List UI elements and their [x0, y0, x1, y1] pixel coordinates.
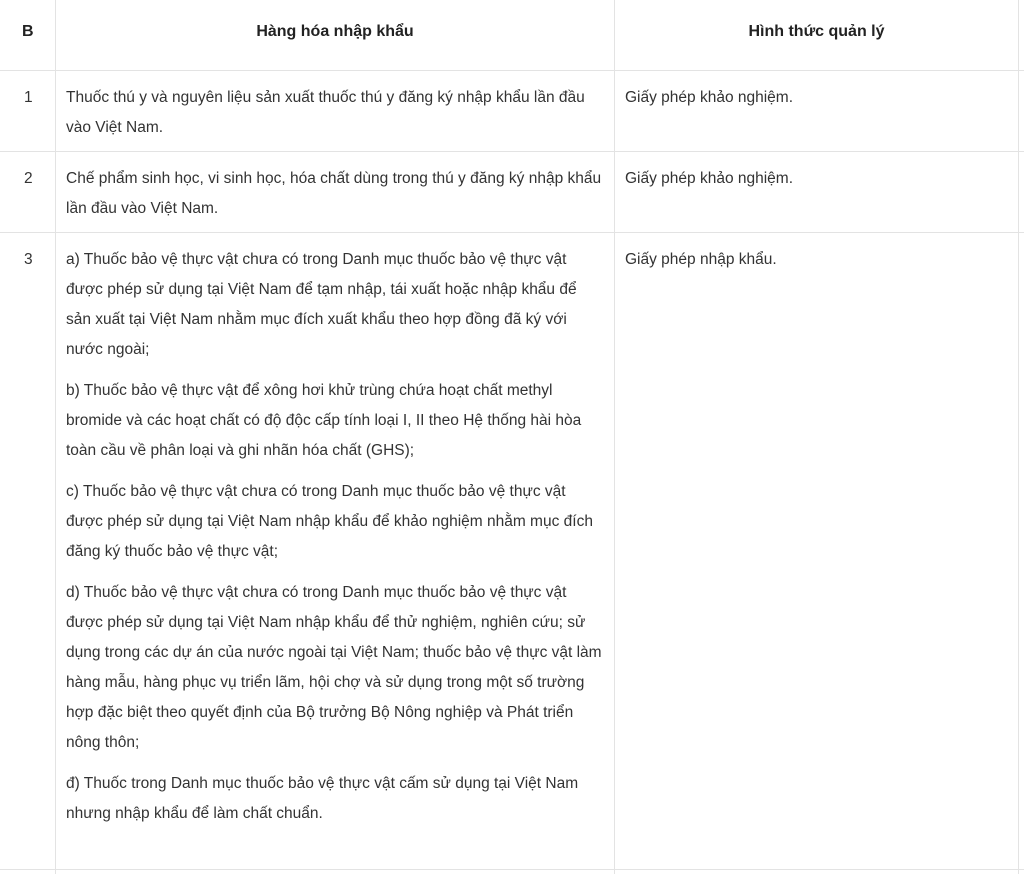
header-col-goods: Hàng hóa nhập khẩu: [256, 23, 414, 40]
management-cell: Giấy phép khảo nghiệm.: [625, 89, 794, 106]
header-col-no: B: [22, 23, 34, 40]
row-number: 1: [24, 89, 33, 106]
column-divider: [1018, 0, 1019, 874]
goods-paragraph: b) Thuốc bảo vệ thực vật để xông hơi khử trùng chứa hoạt chất methyl bromide và các hoạt chất có độ độc cấp tính loại I, II theo Hệ thống hài hòa toàn cầu về phân loại và ghi nhãn hóa chất (GHS);: [66, 382, 582, 459]
row-divider: [0, 151, 1024, 152]
row-number: 2: [24, 170, 33, 187]
management-cell: Giấy phép khảo nghiệm.: [625, 170, 794, 187]
goods-paragraph: c) Thuốc bảo vệ thực vật chưa có trong Danh mục thuốc bảo vệ thực vật được phép sử dụng tại Việt Nam nhập khẩu để khảo nghiệm nhằm mục đích đăng ký thuốc bảo vệ thực vật;: [66, 483, 593, 560]
row-divider: [0, 232, 1024, 233]
goods-cell: [66, 245, 604, 829]
goods-paragraph: d) Thuốc bảo vệ thực vật chưa có trong Danh mục thuốc bảo vệ thực vật được phép sử dụng tại Việt Nam nhập khẩu để thử nghiệm, nghiên cứu; sử dụng trong các dự án của nước ngoài tại Việt Nam; thuốc bảo vệ thực vật làm hàng mẫu, hàng phục vụ triển lãm, hội chợ và sử dụng trong một số trường hợp đặc biệt theo quyết định của Bộ trưởng Bộ Nông nghiệp và Phát triển nông thôn;: [66, 584, 602, 751]
goods-cell: [66, 164, 604, 224]
management-cell: Giấy phép nhập khẩu.: [625, 251, 777, 268]
row-number: 3: [24, 251, 33, 268]
row-divider: [0, 869, 1024, 870]
goods-paragraph: Chế phẩm sinh học, vi sinh học, hóa chất dùng trong thú y đăng ký nhập khẩu lần đầu vào Việt Nam.: [66, 170, 602, 217]
column-divider: [55, 0, 56, 874]
row-divider: [0, 70, 1024, 71]
column-divider: [614, 0, 615, 874]
goods-paragraph: a) Thuốc bảo vệ thực vật chưa có trong Danh mục thuốc bảo vệ thực vật được phép sử dụng tại Việt Nam để tạm nhập, tái xuất hoặc nhập khẩu để sản xuất tại Việt Nam nhằm mục đích xuất khẩu theo hợp đồng đã ký với nước ngoài;: [66, 251, 577, 358]
header-col-management: Hình thức quản lý: [748, 23, 885, 40]
goods-paragraph: đ) Thuốc trong Danh mục thuốc bảo vệ thực vật cấm sử dụng tại Việt Nam nhưng nhập khẩu để làm chất chuẩn.: [66, 775, 579, 822]
goods-paragraph: Thuốc thú y và nguyên liệu sản xuất thuốc thú y đăng ký nhập khẩu lần đầu vào Việt Nam.: [66, 89, 585, 136]
goods-cell: [66, 83, 604, 143]
